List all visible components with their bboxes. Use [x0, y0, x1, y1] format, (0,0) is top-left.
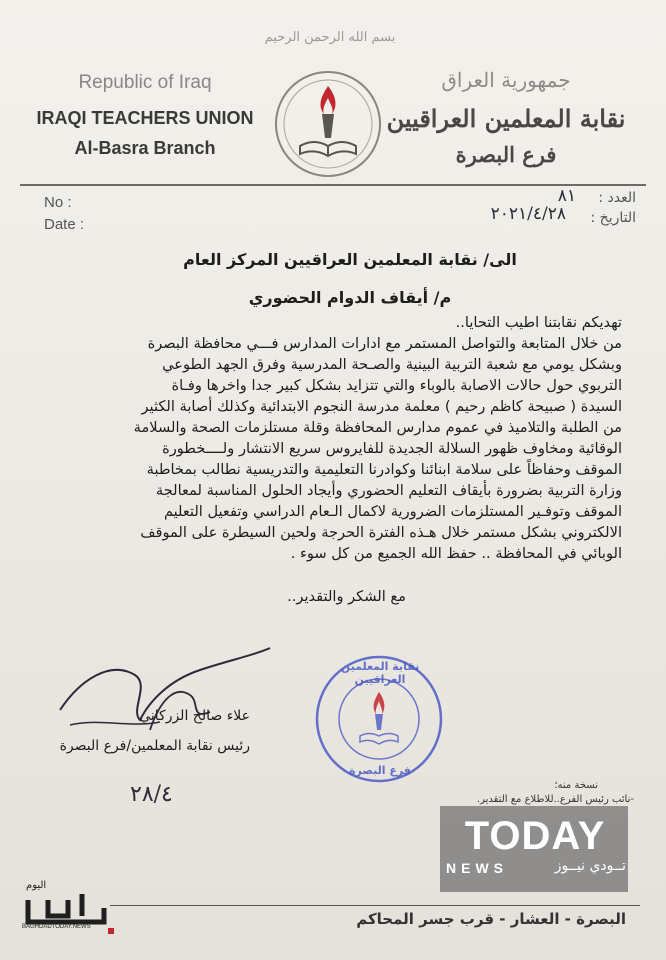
body-line: من الطلبة والتلاميذ في عموم مدارس المحافظة وقلة مستلزمات الصحة والسلامة	[133, 419, 622, 436]
body-line: وزارة التربية بضرورة بأيقاف التعليم الحضوري وأيجاد الحلول المناسبة لمعالجة	[155, 482, 622, 499]
body-line: السيدة ( صبيحة كاظم رحيم ) معلمة مدرسة النجوم الابتدائية وكذلك أصابة الكثير	[141, 398, 622, 415]
letterhead-en-line3: Al-Basra Branch	[74, 138, 216, 158]
letterhead-en-line1: Republic of Iraq	[78, 72, 212, 93]
signature-scribble	[40, 640, 280, 750]
letterhead-ar-line3: فرع البصرة	[455, 142, 557, 167]
date-value: ٢٠٢١/٤/٢٨	[490, 204, 566, 224]
body-line: التربوي حول حالات الاصابة بالوباء والتي تتزايد بشكل كبير جدا واخرها وفـاة	[171, 377, 622, 394]
body-line: الوبائي في المحافظة .. حفظ الله الجميع من كل سوء .	[290, 545, 622, 562]
date-label-ar: التاريخ :	[590, 210, 636, 226]
signer-title: رئيس نقابة المعلمين/فرع البصرة	[59, 738, 250, 754]
stamp-bottom-text: فرع البصرة	[349, 764, 411, 777]
no-label: No :	[44, 194, 72, 211]
footer-divider	[110, 905, 640, 906]
copy-item: -نائب رئيس الفرع..للاطلاع مع التقدير.	[476, 794, 634, 805]
stamp-top-text: نقابة المعلمين العراقيين	[340, 660, 420, 686]
letterhead-ar-line1: جمهورية العراق	[441, 68, 571, 92]
today-watermark-news: NEWS	[446, 860, 508, 876]
corner-logo-top: اليوم	[26, 880, 47, 891]
corner-logo-sub: BAGHDADTODAY.NEWS	[22, 924, 91, 930]
closing: مع الشكر والتقدير..	[287, 588, 406, 605]
letterhead-ar-line2: نقابة المعلمين العراقيين	[386, 104, 626, 133]
body-line: وبشكل يومي مع شعبة التربية البينية والصـحة المدرسية وفرق الجهد الطوعي	[162, 356, 622, 373]
body-line: الوقائية ومخاوف ظهور السلالة الجديدة للفايروس سريع الانتشار ولــــخطورة	[162, 440, 622, 457]
body-line: من خلال المتابعة والتواصل المستمر مع ادارات المدارس فـــي محافظة البصرة	[147, 335, 622, 352]
number-value: ٨١	[557, 186, 576, 206]
signer-name: علاء صالح الزركاني	[139, 708, 250, 724]
today-watermark-text: TODAY	[464, 814, 606, 858]
number-label: العدد :	[598, 190, 636, 206]
body-line: الموقف وحفاظاً على سلامة ابنائنا وكوادرنا التعليمية والتدريسية نطالب بمخاطبة	[146, 461, 622, 478]
date-label: Date :	[44, 216, 85, 233]
letterhead-en-line2: IRAQI TEACHERS UNION	[36, 108, 254, 128]
today-watermark-arabic: تــودي نيــوز	[554, 858, 626, 874]
basmala: بسم الله الرحمن الرحيم	[264, 30, 396, 45]
greeting: تهديكم نقابتنا اطيب التحايا..	[455, 314, 622, 331]
copy-heading: نسخة منه؛	[554, 780, 598, 791]
subject: م/ أيقاف الدوام الحضوري	[248, 288, 452, 307]
handwritten-date: ٢٨/٤	[130, 782, 173, 807]
body-line: الالكتروني بشكل مستمر خلال هـذه الفترة الحرجة ولحين السيطرة على الموقف	[140, 524, 622, 541]
body-line: الموقف وتوفـير المستلزمات الضرورية لاكمال الـعام الدراسي وتفعيل التعليم	[163, 503, 622, 520]
addressee: الى/ نقابة المعلمين العراقيين المركز العام	[183, 250, 517, 269]
footer-address: البصرة - العشار - قرب جسر المحاكم	[356, 910, 626, 928]
